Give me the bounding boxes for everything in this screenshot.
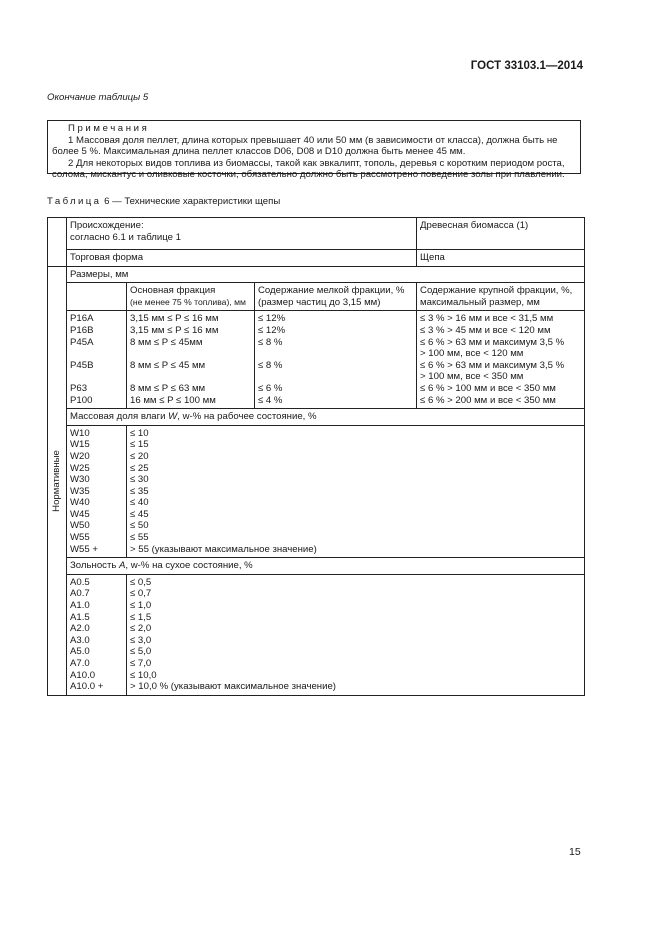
size-class: P45A <box>70 336 94 348</box>
normative-side-cell <box>48 266 67 695</box>
table-caption <box>47 196 280 207</box>
ash-class: A0.5 <box>70 576 90 588</box>
size-main: 3,15 мм ≤ P ≤ 16 мм <box>130 313 219 325</box>
size-fine: ≤ 6 % <box>258 382 283 394</box>
moisture-class: W55 <box>70 532 90 544</box>
ash-class: A3.0 <box>70 634 90 646</box>
ash-title: Зольность A, w-% на сухое состояние, % <box>67 558 585 575</box>
caption-prefix: Таблица <box>47 196 102 207</box>
ash-value: ≤ 1,0 <box>130 600 152 612</box>
size-main: 16 мм ≤ P ≤ 100 мм <box>130 394 216 406</box>
side-label: Нормативные <box>51 449 63 512</box>
moisture-class: W10 <box>70 427 90 439</box>
moisture-rows <box>48 425 585 558</box>
origin-value: Древесная биомасса (1) <box>417 218 585 250</box>
sizes-header: Содержание крупной фракции, %, максимальный размер, мм <box>417 283 585 311</box>
moisture-value: ≤ 40 <box>130 497 149 509</box>
origin-label: Происхождение: согласно 6.1 и таблице 1 <box>67 218 417 250</box>
moisture-class: W20 <box>70 450 90 462</box>
sizes-header: Основная фракция (не менее 75 % топлива), мм <box>127 283 255 311</box>
size-class: P100 <box>70 394 93 406</box>
table-continuation-label: Окончание таблицы 5 <box>47 92 149 103</box>
ash-value: ≤ 0,7 <box>130 588 152 600</box>
sizes-title: Размеры, мм <box>67 266 585 283</box>
size-coarse: ≤ 6 % > 200 мм и все < 350 мм <box>420 394 556 406</box>
size-class: P16A <box>70 313 94 325</box>
size-coarse: ≤ 3 % > 45 мм и все < 120 мм <box>420 324 551 336</box>
moisture-value: ≤ 30 <box>130 474 149 486</box>
moisture-value: ≤ 20 <box>130 450 149 462</box>
ash-class: A2.0 <box>70 623 90 635</box>
trade-form-value: Щепа <box>417 250 585 267</box>
moisture-value: > 55 (указывают максимальное значение) <box>130 543 317 555</box>
chips-spec-table <box>47 217 585 696</box>
size-coarse: > 100 мм, все < 350 мм <box>420 371 524 383</box>
size-coarse: ≤ 6 % > 100 мм и все < 350 мм <box>420 382 556 394</box>
ash-value: > 10,0 % (указывают максимальное значение) <box>130 681 336 693</box>
ash-class: A1.5 <box>70 611 90 623</box>
note-item: 1 Массовая доля пеллет, длина которых превышает 40 или 50 мм (в зависимости от класса), должна быть не более 5 %. Максимальная длина пеллет классов D06, D08 и D10 должна быть менее 45 мм. <box>52 134 558 158</box>
size-coarse: ≤ 6 % > 63 мм и максимум 3,5 % <box>420 359 565 371</box>
moisture-value: ≤ 15 <box>130 439 149 451</box>
note-item: 2 Для некоторых видов топлива из биомассы, такой как эвкалипт, тополь, деревья с коротким периодом роста, солома, мискантус и оливковые косточки, обязательно должно быть рассмотрено поведение золы при плавлении. <box>52 157 565 181</box>
moisture-class: W50 <box>70 520 90 532</box>
caption-text: 6 — Технические характеристики щепы <box>101 196 281 207</box>
ash-class: A1.0 <box>70 600 90 612</box>
moisture-title: Массовая доля влаги W, w-% на рабочее состояние, % <box>67 409 585 426</box>
moisture-value: ≤ 45 <box>130 508 149 520</box>
moisture-class: W40 <box>70 497 90 509</box>
blank-cell <box>67 283 127 311</box>
ash-rows <box>48 574 585 695</box>
notes-box <box>47 120 581 181</box>
size-coarse: > 100 мм, все < 120 мм <box>420 348 524 360</box>
ash-value: ≤ 10,0 <box>130 669 157 681</box>
size-fine: ≤ 8 % <box>258 336 283 348</box>
moisture-class: W30 <box>70 474 90 486</box>
ash-class: A0.7 <box>70 588 90 600</box>
trade-form-label: Торговая форма <box>67 250 417 267</box>
moisture-value: ≤ 35 <box>130 485 149 497</box>
moisture-value: ≤ 50 <box>130 520 149 532</box>
moisture-class: W35 <box>70 485 90 497</box>
size-main: 3,15 мм ≤ P ≤ 16 мм <box>130 324 219 336</box>
moisture-value: ≤ 55 <box>130 532 149 544</box>
size-coarse: ≤ 3 % > 16 мм и все < 31,5 мм <box>420 313 554 325</box>
size-main: 8 мм ≤ P ≤ 63 мм <box>130 382 206 394</box>
size-fine: ≤ 4 % <box>258 394 283 406</box>
sizes-header: Содержание мелкой фракции, % (размер частиц до 3,15 мм) <box>255 283 417 311</box>
size-fine: ≤ 8 % <box>258 359 283 371</box>
size-class: P16B <box>70 324 94 336</box>
ash-value: ≤ 3,0 <box>130 634 152 646</box>
ash-value: ≤ 5,0 <box>130 646 152 658</box>
ash-class: A7.0 <box>70 658 90 669</box>
standard-number: ГОСТ 33103.1—2014 <box>470 60 583 72</box>
size-main: 8 мм ≤ P ≤ 45 мм <box>130 359 206 371</box>
moisture-value: ≤ 25 <box>130 462 149 474</box>
ash-class: A10.0 <box>70 669 96 681</box>
size-coarse: ≤ 6 % > 63 мм и максимум 3,5 % <box>420 336 565 348</box>
side-blank <box>48 218 67 250</box>
ash-class: A10.0 + <box>70 681 104 693</box>
sizes-rows <box>48 311 585 409</box>
ash-value: ≤ 0,5 <box>130 576 152 588</box>
ash-value: ≤ 2,0 <box>130 623 152 635</box>
size-class: P63 <box>70 382 88 394</box>
ash-value: ≤ 7,0 <box>130 658 152 669</box>
side-blank <box>48 250 67 267</box>
moisture-class: W25 <box>70 462 90 474</box>
ash-value: ≤ 1,5 <box>130 611 152 623</box>
notes-title: Примечания <box>68 123 150 134</box>
ash-class: A5.0 <box>70 646 90 658</box>
moisture-value: ≤ 10 <box>130 427 149 439</box>
page-number: 15 <box>569 846 581 858</box>
size-fine: ≤ 12% <box>258 324 286 336</box>
size-fine: ≤ 12% <box>258 313 286 325</box>
moisture-class: W55 + <box>70 543 98 555</box>
moisture-class: W15 <box>70 439 90 451</box>
size-class: P45B <box>70 359 94 371</box>
moisture-class: W45 <box>70 508 90 520</box>
size-main: 8 мм ≤ P ≤ 45мм <box>130 336 203 348</box>
